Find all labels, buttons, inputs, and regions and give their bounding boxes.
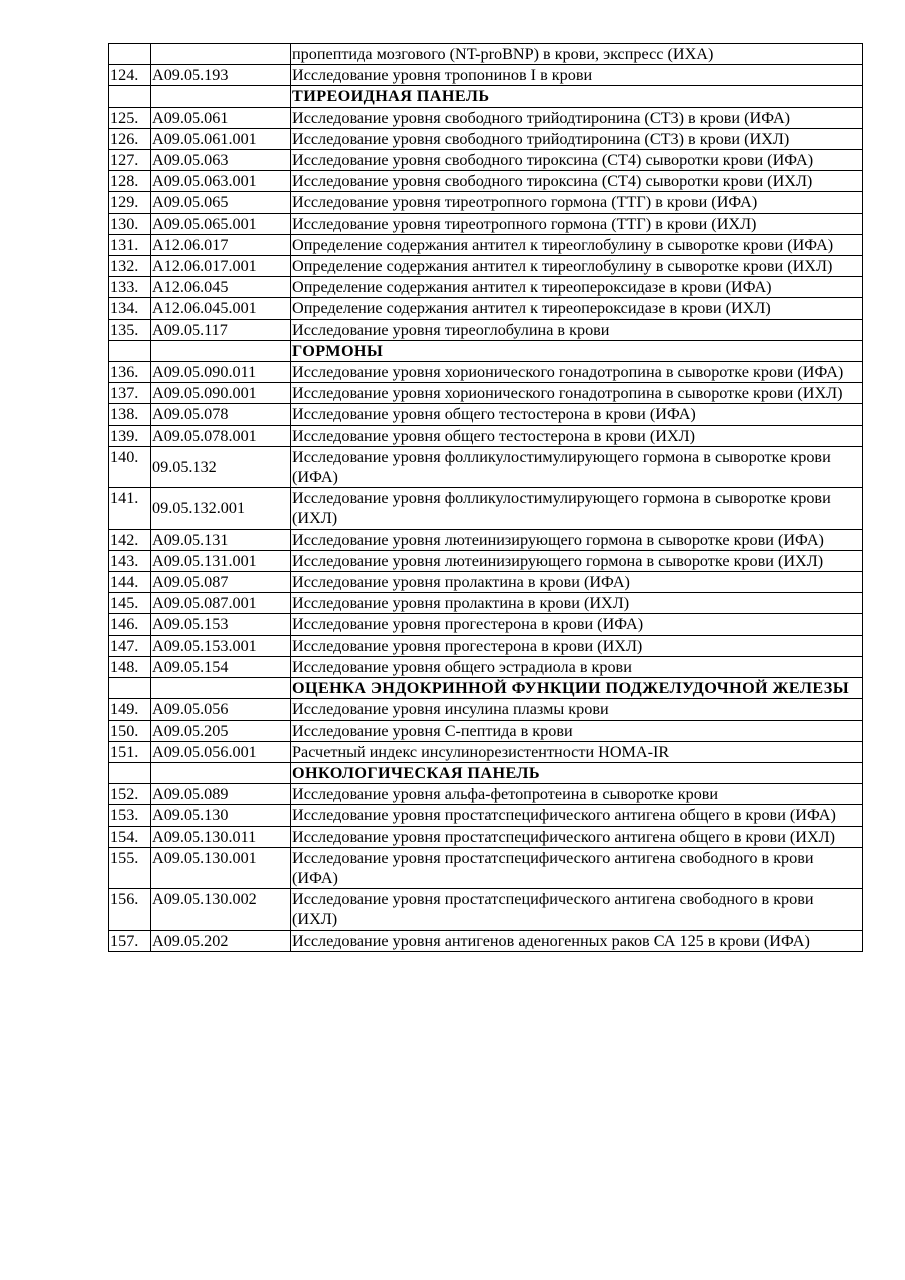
table-row (109, 298, 863, 319)
row-number-cell: 142. (109, 529, 151, 550)
service-name-cell: Исследование уровня общего эстрадиола в крови (291, 656, 863, 677)
table-row (109, 150, 863, 171)
service-name-cell: Исследование уровня альфа-фетопротеина в сыворотке крови (291, 784, 863, 805)
service-name-cell: Исследование уровня пролактина в крови (ИХЛ) (291, 593, 863, 614)
table-row (109, 741, 863, 762)
table-row (109, 826, 863, 847)
service-code-cell: A09.05.154 (151, 656, 291, 677)
row-number-cell: 150. (109, 720, 151, 741)
service-name-cell: Определение содержания антител к тиреоглобулину в сыворотке крови (ИФА) (291, 234, 863, 255)
service-code-cell: A09.05.205 (151, 720, 291, 741)
row-number-cell: 137. (109, 383, 151, 404)
service-code-cell: A09.05.131.001 (151, 550, 291, 571)
table-row (109, 319, 863, 340)
table-row (109, 889, 863, 930)
service-code-cell (151, 340, 291, 361)
table-row (109, 930, 863, 951)
document-page (108, 43, 862, 952)
service-name-cell: Исследование уровня тропонинов I в крови (291, 65, 863, 86)
service-name-cell: Исследование уровня простатспецифического антигена свободного в крови (ИХЛ) (291, 889, 863, 930)
service-name-cell: Исследование уровня простатспецифического антигена свободного в крови (ИФА) (291, 847, 863, 888)
service-name-cell: Исследование уровня хорионического гонадотропина в сыворотке крови (ИХЛ) (291, 383, 863, 404)
service-code-cell: A12.06.045.001 (151, 298, 291, 319)
service-code-cell: A09.05.056 (151, 699, 291, 720)
section-title-cell: ОНКОЛОГИЧЕСКАЯ ПАНЕЛЬ (291, 762, 863, 783)
table-row (109, 425, 863, 446)
service-name-cell: пропептида мозгового (NT-proBNP) в крови, экспресс (ИХА) (291, 44, 863, 65)
row-number-cell: 133. (109, 277, 151, 298)
table-row (109, 720, 863, 741)
row-number-cell: 132. (109, 256, 151, 277)
service-name-cell: Определение содержания антител к тиреоглобулину в сыворотке крови (ИХЛ) (291, 256, 863, 277)
row-number-cell: 131. (109, 234, 151, 255)
service-name-cell: Исследование уровня общего тестостерона в крови (ИХЛ) (291, 425, 863, 446)
service-code-cell (151, 678, 291, 699)
services-table-body (109, 44, 863, 952)
table-row (109, 213, 863, 234)
section-title-cell: ОЦЕНКА ЭНДОКРИННОЙ ФУНКЦИИ ПОДЖЕЛУДОЧНОЙ ЖЕЛЕЗЫ (291, 678, 863, 699)
service-code-cell: A09.05.130.002 (151, 889, 291, 930)
table-row (109, 572, 863, 593)
section-title-cell: ГОРМОНЫ (291, 340, 863, 361)
service-code-cell: A09.05.130.001 (151, 847, 291, 888)
service-name-cell: Исследование уровня тиреотропного гормона (ТТГ) в крови (ИХЛ) (291, 213, 863, 234)
row-number-cell: 157. (109, 930, 151, 951)
row-number-cell: 135. (109, 319, 151, 340)
table-row (109, 847, 863, 888)
row-number-cell: 128. (109, 171, 151, 192)
row-number-cell: 143. (109, 550, 151, 571)
section-header-row (109, 340, 863, 361)
service-code-cell: A09.05.087 (151, 572, 291, 593)
service-code-cell: A09.05.117 (151, 319, 291, 340)
service-code-cell: A12.06.017 (151, 234, 291, 255)
service-name-cell: Исследование уровня свободного тироксина (СТ4) сыворотки крови (ИФА) (291, 150, 863, 171)
service-name-cell: Исследование уровня лютеинизирующего гормона в сыворотке крови (ИХЛ) (291, 550, 863, 571)
service-code-cell: A09.05.130.011 (151, 826, 291, 847)
row-number-cell: 130. (109, 213, 151, 234)
service-code-cell: A12.06.017.001 (151, 256, 291, 277)
service-name-cell: Определение содержания антител к тиреопероксидазе в крови (ИФА) (291, 277, 863, 298)
table-row (109, 784, 863, 805)
service-name-cell: Исследование уровня общего тестостерона в крови (ИФА) (291, 404, 863, 425)
row-number-cell: 153. (109, 805, 151, 826)
service-name-cell: Исследование уровня простатспецифического антигена общего в крови (ИФА) (291, 805, 863, 826)
table-row (109, 171, 863, 192)
service-code-cell: A09.05.202 (151, 930, 291, 951)
table-row (109, 614, 863, 635)
service-name-cell: Исследование уровня простатспецифического антигена общего в крови (ИХЛ) (291, 826, 863, 847)
row-number-cell: 139. (109, 425, 151, 446)
row-number-cell: 154. (109, 826, 151, 847)
service-name-cell: Исследование уровня свободного трийодтиронина (СТ3) в крови (ИФА) (291, 107, 863, 128)
service-code-cell: A09.05.078.001 (151, 425, 291, 446)
row-number-cell (109, 678, 151, 699)
service-name-cell: Определение содержания антител к тиреопероксидазе в крови (ИХЛ) (291, 298, 863, 319)
service-name-cell: Исследование уровня С-пептида в крови (291, 720, 863, 741)
row-number-cell: 125. (109, 107, 151, 128)
service-code-cell: 09.05.132.001 (151, 488, 291, 529)
service-code-cell: A09.05.130 (151, 805, 291, 826)
table-row (109, 128, 863, 149)
row-number-cell (109, 340, 151, 361)
table-row (109, 446, 863, 487)
table-row (109, 383, 863, 404)
service-name-cell: Исследование уровня прогестерона в крови (ИХЛ) (291, 635, 863, 656)
table-row (109, 192, 863, 213)
row-number-cell (109, 86, 151, 107)
service-code-cell: A09.05.078 (151, 404, 291, 425)
table-row (109, 404, 863, 425)
row-number-cell: 126. (109, 128, 151, 149)
row-number-cell: 134. (109, 298, 151, 319)
service-code-cell: A09.05.061.001 (151, 128, 291, 149)
service-code-cell: A09.05.090.001 (151, 383, 291, 404)
services-table (108, 43, 863, 952)
service-code-cell: A09.05.063 (151, 150, 291, 171)
row-number-cell: 152. (109, 784, 151, 805)
service-code-cell: A09.05.131 (151, 529, 291, 550)
row-number-cell: 129. (109, 192, 151, 213)
row-number-cell: 124. (109, 65, 151, 86)
row-number-cell: 138. (109, 404, 151, 425)
section-header-row (109, 762, 863, 783)
table-row (109, 699, 863, 720)
table-row (109, 277, 863, 298)
service-code-cell: A09.05.087.001 (151, 593, 291, 614)
service-name-cell: Исследование уровня пролактина в крови (ИФА) (291, 572, 863, 593)
service-name-cell: Расчетный индекс инсулинорезистентности HOMA-IR (291, 741, 863, 762)
section-title-cell: ТИРЕОИДНАЯ ПАНЕЛЬ (291, 86, 863, 107)
service-code-cell: 09.05.132 (151, 446, 291, 487)
row-number-cell: 136. (109, 362, 151, 383)
table-row (109, 529, 863, 550)
row-number-cell: 141. (109, 488, 151, 529)
table-row (109, 234, 863, 255)
row-number-cell: 156. (109, 889, 151, 930)
row-number-cell: 147. (109, 635, 151, 656)
service-code-cell: A09.05.089 (151, 784, 291, 805)
service-name-cell: Исследование уровня хорионического гонадотропина в сыворотке крови (ИФА) (291, 362, 863, 383)
service-name-cell: Исследование уровня фолликулостимулирующего гормона в сыворотке крови (ИФА) (291, 446, 863, 487)
row-number-cell: 149. (109, 699, 151, 720)
table-row (109, 488, 863, 529)
service-name-cell: Исследование уровня тиреотропного гормона (ТТГ) в крови (ИФА) (291, 192, 863, 213)
table-row (109, 593, 863, 614)
service-code-cell: A09.05.153.001 (151, 635, 291, 656)
table-row (109, 362, 863, 383)
service-name-cell: Исследование уровня тиреоглобулина в крови (291, 319, 863, 340)
service-code-cell: A12.06.045 (151, 277, 291, 298)
service-name-cell: Исследование уровня свободного тироксина (СТ4) сыворотки крови (ИХЛ) (291, 171, 863, 192)
row-number-cell: 151. (109, 741, 151, 762)
service-code-cell: A09.05.065.001 (151, 213, 291, 234)
table-row (109, 256, 863, 277)
row-number-cell: 146. (109, 614, 151, 635)
table-row (109, 65, 863, 86)
table-row (109, 805, 863, 826)
service-code-cell: A09.05.063.001 (151, 171, 291, 192)
row-number-cell: 155. (109, 847, 151, 888)
service-code-cell: A09.05.061 (151, 107, 291, 128)
table-row (109, 107, 863, 128)
service-name-cell: Исследование уровня свободного трийодтиронина (СТ3) в крови (ИХЛ) (291, 128, 863, 149)
service-name-cell: Исследование уровня фолликулостимулирующего гормона в сыворотке крови (ИХЛ) (291, 488, 863, 529)
table-row (109, 656, 863, 677)
service-code-cell: A09.05.090.011 (151, 362, 291, 383)
table-row (109, 44, 863, 65)
service-name-cell: Исследование уровня инсулина плазмы крови (291, 699, 863, 720)
table-row (109, 635, 863, 656)
service-code-cell (151, 86, 291, 107)
section-header-row (109, 678, 863, 699)
service-name-cell: Исследование уровня прогестерона в крови (ИФА) (291, 614, 863, 635)
row-number-cell: 140. (109, 446, 151, 487)
service-code-cell: A09.05.193 (151, 65, 291, 86)
service-code-cell: A09.05.065 (151, 192, 291, 213)
row-number-cell: 144. (109, 572, 151, 593)
row-number-cell: 148. (109, 656, 151, 677)
service-code-cell: A09.05.056.001 (151, 741, 291, 762)
service-code-cell (151, 762, 291, 783)
row-number-cell (109, 44, 151, 65)
row-number-cell (109, 762, 151, 783)
table-row (109, 550, 863, 571)
service-name-cell: Исследование уровня лютеинизирующего гормона в сыворотке крови (ИФА) (291, 529, 863, 550)
row-number-cell: 127. (109, 150, 151, 171)
service-name-cell: Исследование уровня антигенов аденогенных раков СА 125 в крови (ИФА) (291, 930, 863, 951)
section-header-row (109, 86, 863, 107)
service-code-cell (151, 44, 291, 65)
row-number-cell: 145. (109, 593, 151, 614)
service-code-cell: A09.05.153 (151, 614, 291, 635)
